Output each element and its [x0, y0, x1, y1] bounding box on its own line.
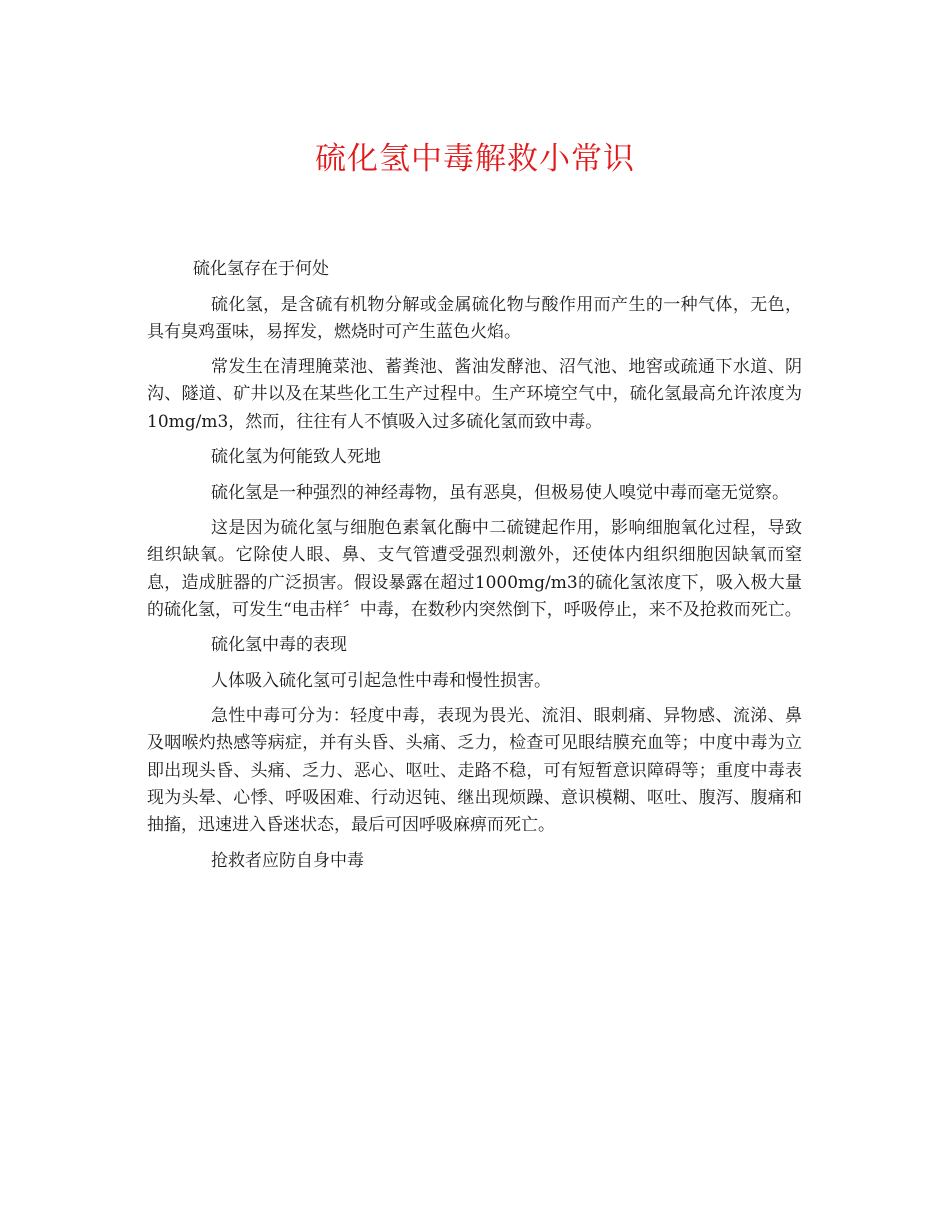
paragraph: 急性中毒可分为：轻度中毒，表现为畏光、流泪、眼刺痛、异物感、流涕、鼻及咽喉灼热感等病症，并有头昏、头痛、乏力，检查可见眼结膜充血等；中度中毒为立即出现头昏、头痛、乏力、恶心、呕吐、走路不稳，可有短暂意识障碍等；重度中毒表现为头晕、心悸、呼吸困难、行动迟钝、继出现烦躁、意识模糊、呕吐、腹泻、腹痛和抽搐，迅速进入昏迷状态，最后可因呼吸麻痹而死亡。 — [147, 706, 802, 836]
paragraph: 这是因为硫化氢与细胞色素氧化酶中二硫键起作用，影响细胞氧化过程，导致组织缺氧。它除使人眼、鼻、支气管遭受强烈刺激外，还使体内组织细胞因缺氧而窒息，造成脏器的广泛损害。假设暴露在超过1000mg/m3的硫化氢浓度下，吸入极大量的硫化氢，可发生“电击样〞中毒，在数秒内突然倒下，呼吸停止，来不及抢救而死亡。 — [147, 518, 802, 620]
paragraph: 常发生在清理腌菜池、蓄粪池、酱油发酵池、沼气池、地窖或疏通下水道、阴沟、隧道、矿井以及在某些化工生产过程中。生产环境空气中，硫化氢最高允许浓度为10mg/m3，然而，往往有人不慎吸入过多硫化氢而致中毒。 — [147, 357, 802, 432]
section-heading: 硫化氢存在于何处 — [193, 259, 329, 279]
paragraph: 人体吸入硫化氢可引起急性中毒和慢性损害。 — [211, 670, 551, 691]
section-heading: 硫化氢为何能致人死地 — [211, 447, 381, 468]
document-body — [147, 256, 802, 883]
section-heading: 抢救者应防自身中毒 — [211, 850, 364, 871]
document-title: 硫化氢中毒解救小常识 — [315, 141, 635, 177]
paragraph: 硫化氢是一种强烈的神经毒物，虽有恶臭，但极易使人嗅觉中毒而毫无觉察。 — [211, 482, 789, 503]
paragraph: 硫化氢，是含硫有机物分解或金属硫化物与酸作用而产生的一种气体，无色，具有臭鸡蛋味，易挥发，燃烧时可产生蓝色火焰。 — [147, 294, 802, 342]
section-heading: 硫化氢中毒的表现 — [211, 635, 347, 656]
